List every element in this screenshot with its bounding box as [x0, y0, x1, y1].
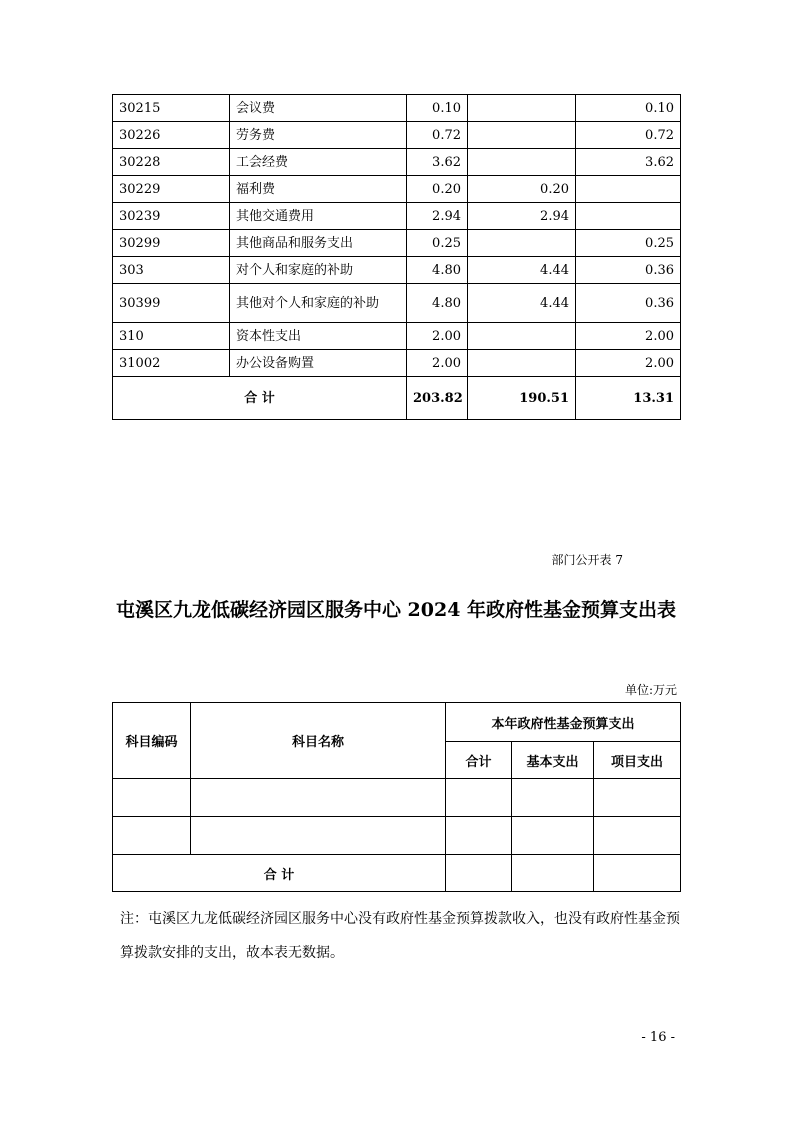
- row-name: 其他交通费用: [230, 203, 407, 230]
- row-total: 0.72: [407, 122, 468, 149]
- row-total: 3.62: [407, 149, 468, 176]
- row-project: 0.36: [576, 257, 681, 284]
- row-total: 4.80: [407, 284, 468, 323]
- row-name: 办公设备购置: [230, 350, 407, 377]
- table-body: [113, 95, 681, 420]
- empty-row: [113, 817, 681, 855]
- row-code: 303: [113, 257, 230, 284]
- header-group: 本年政府性基金预算支出: [446, 703, 681, 742]
- row-basic: [468, 350, 576, 377]
- row-total: 0.10: [407, 95, 468, 122]
- row-basic: 0.20: [468, 176, 576, 203]
- government-fund-table: [112, 702, 681, 892]
- row-basic: [468, 95, 576, 122]
- header-code: 科目编码: [113, 703, 191, 779]
- total-total: 203.82: [407, 377, 468, 420]
- row-code: 30229: [113, 176, 230, 203]
- row-basic: 2.94: [468, 203, 576, 230]
- row-total: 4.80: [407, 257, 468, 284]
- row-code: 30215: [113, 95, 230, 122]
- table-row: [113, 257, 681, 284]
- note-text: 注：屯溪区九龙低碳经济园区服务中心没有政府性基金预算拨款收入，也没有政府性基金预算拨款安排的支出，故本表无数据。: [120, 911, 680, 961]
- total-basic: 190.51: [468, 377, 576, 420]
- table-row: [113, 122, 681, 149]
- row-total: 2.00: [407, 350, 468, 377]
- row-basic: [468, 230, 576, 257]
- page-number: - 16 -: [641, 1030, 675, 1045]
- total-label: 合 计: [113, 377, 407, 420]
- total-label: 合 计: [113, 855, 446, 892]
- row-code: 30299: [113, 230, 230, 257]
- table-row: [113, 323, 681, 350]
- empty-row: [113, 779, 681, 817]
- row-project: 2.00: [576, 323, 681, 350]
- page-title: 屯溪区九龙低碳经济园区服务中心 2024 年政府性基金预算支出表: [115, 599, 677, 621]
- row-code: 30239: [113, 203, 230, 230]
- row-basic: 4.44: [468, 257, 576, 284]
- row-basic: [468, 149, 576, 176]
- row-project: [576, 176, 681, 203]
- table-row: [113, 176, 681, 203]
- row-code: 30228: [113, 149, 230, 176]
- table-row: [113, 203, 681, 230]
- row-name: 对个人和家庭的补助: [230, 257, 407, 284]
- row-name: 会议费: [230, 95, 407, 122]
- header-basic: 基本支出: [512, 742, 594, 779]
- row-project: 0.36: [576, 284, 681, 323]
- total-row: [113, 855, 681, 892]
- row-name: 其他对个人和家庭的补助: [230, 284, 407, 323]
- row-basic: [468, 122, 576, 149]
- table-row: [113, 284, 681, 323]
- basic-expenditure-table: [112, 94, 681, 420]
- table-row: [113, 149, 681, 176]
- row-name: 福利费: [230, 176, 407, 203]
- row-total: 2.94: [407, 203, 468, 230]
- row-basic: [468, 323, 576, 350]
- row-code: 30399: [113, 284, 230, 323]
- table-row: [113, 95, 681, 122]
- row-project: 0.10: [576, 95, 681, 122]
- row-project: 3.62: [576, 149, 681, 176]
- unit-label: 单位:万元: [624, 683, 677, 697]
- row-code: 30226: [113, 122, 230, 149]
- row-total: 2.00: [407, 323, 468, 350]
- table-row: [113, 350, 681, 377]
- row-project: [576, 203, 681, 230]
- row-name: 资本性支出: [230, 323, 407, 350]
- row-name: 其他商品和服务支出: [230, 230, 407, 257]
- row-total: 0.25: [407, 230, 468, 257]
- header-total: 合计: [446, 742, 512, 779]
- row-project: 0.25: [576, 230, 681, 257]
- table-row: [113, 230, 681, 257]
- row-name: 工会经费: [230, 149, 407, 176]
- header-name: 科目名称: [191, 703, 446, 779]
- row-project: 2.00: [576, 350, 681, 377]
- row-code: 31002: [113, 350, 230, 377]
- header-project: 项目支出: [594, 742, 681, 779]
- total-project: 13.31: [576, 377, 681, 420]
- row-total: 0.20: [407, 176, 468, 203]
- total-row: [113, 377, 681, 420]
- row-name: 劳务费: [230, 122, 407, 149]
- row-project: 0.72: [576, 122, 681, 149]
- row-code: 310: [113, 323, 230, 350]
- table-tag: 部门公开表 7: [551, 553, 623, 567]
- row-basic: 4.44: [468, 284, 576, 323]
